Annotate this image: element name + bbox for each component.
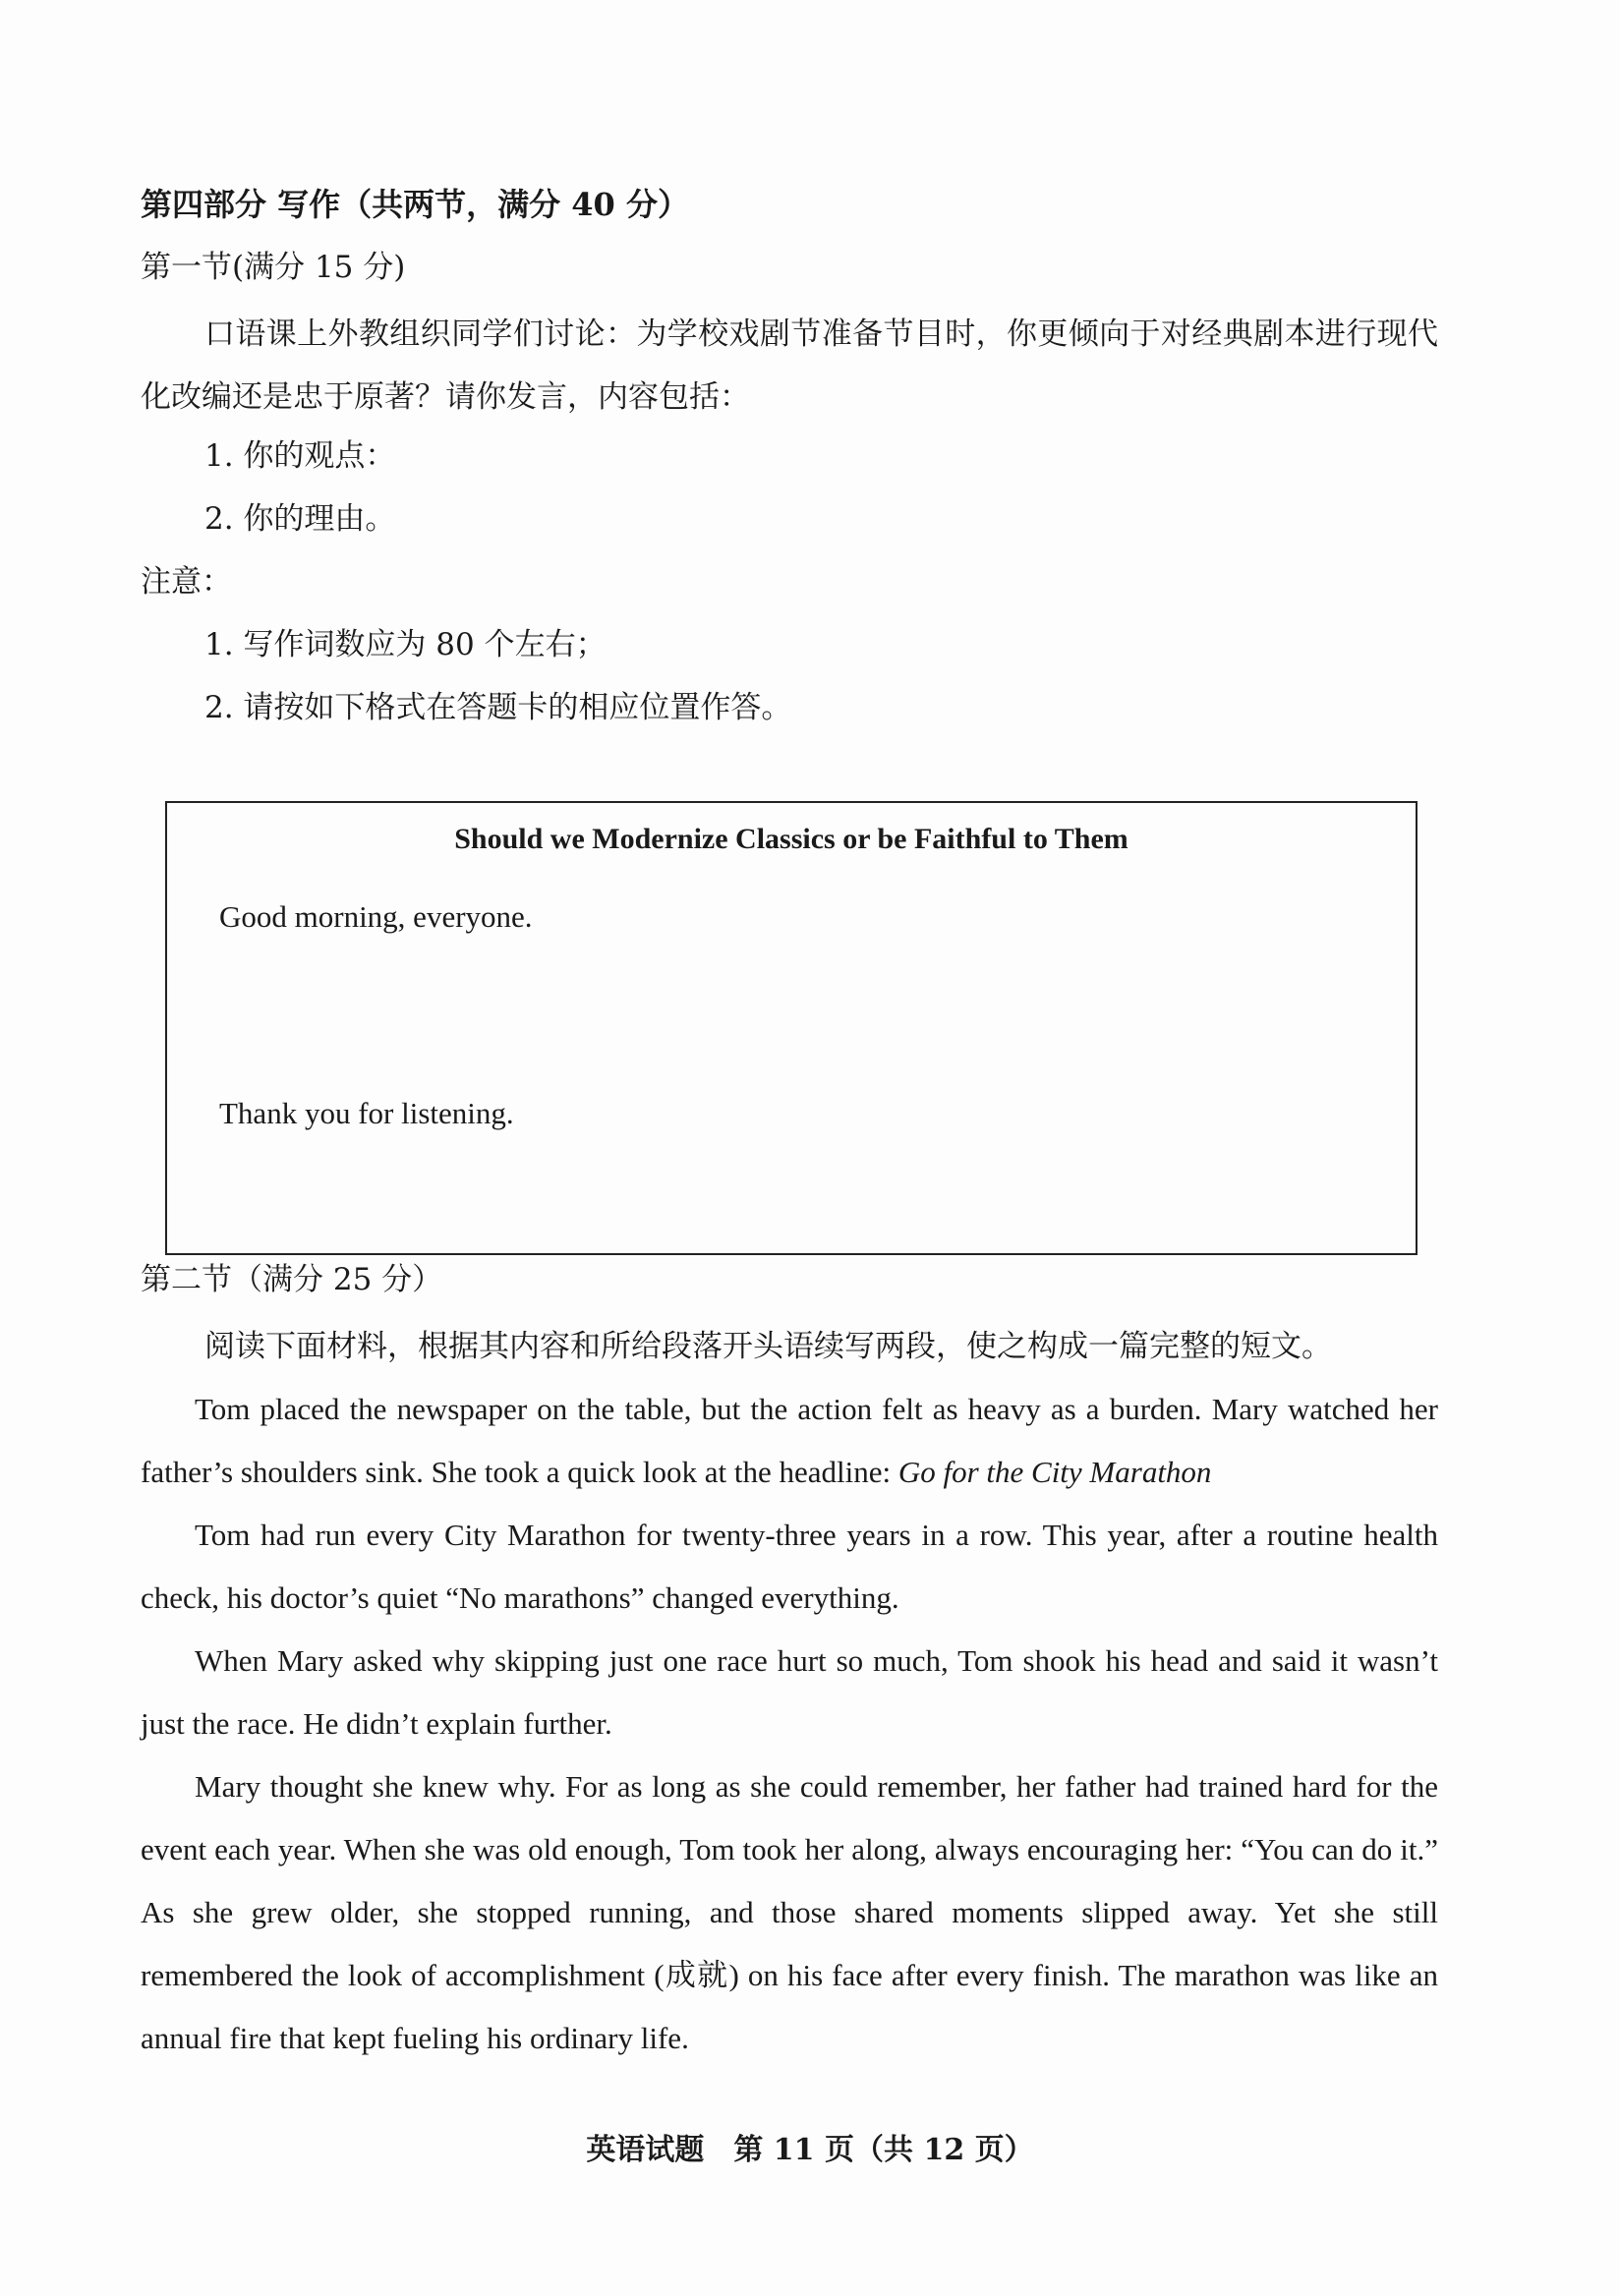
section1-prompt: 口语课上外教组织同学们讨论：为学校戏剧节准备节目时，你更倾向于对经典剧本进行现代化改编还是忠于原著？请你发言，内容包括：: [141, 316, 1438, 415]
part4-heading: 第四部分 写作（共两节，满分 40 分）: [141, 186, 689, 223]
passage-paragraph-1: [141, 1378, 1438, 1504]
passage-paragraph-4: Mary thought she knew why. For as long as she could remember, her father had trained hard for the event each year. When she was old enough, Tom took her along, always encouraging her: “You can do it.” As she grew older, she stopped running, and those shared moments slipped away. Yet she still remembered the look of accomplishment (成就) on his face after every finish. The marathon was like an annual fire that kept fueling his ordinary life.: [141, 1769, 1438, 2055]
note-2: 2. 请按如下格式在答题卡的相应位置作答。: [204, 690, 792, 725]
answer-box-closing: Thank you for listening.: [219, 1096, 514, 1130]
passage-paragraph-1-text: Tom placed the newspaper on the table, but the action felt as heavy as a burden. Mary watched her father’s shoulders sink. She took a quick look at the headline:: [141, 1392, 1438, 1489]
section2-instruction: 阅读下面材料，根据其内容和所给段落开头语续写两段，使之构成一篇完整的短文。: [204, 1329, 1332, 1364]
passage-paragraph-2: Tom had run every City Marathon for twenty-three years in a row. This year, after a routine health check, his doctor’s quiet “No marathons” changed everything.: [141, 1518, 1438, 1615]
newspaper-headline: Go for the City Marathon: [897, 1455, 1212, 1489]
answer-box-opening: Good morning, everyone.: [219, 899, 533, 934]
answer-box-title: Should we Modernize Classics or be Faithful to Them: [454, 823, 1128, 855]
section1-item-2: 2. 你的理由。: [204, 501, 396, 537]
section2-heading: 第二节（满分 25 分）: [141, 1262, 443, 1297]
page-footer: 英语试题 第 11 页（共 12 页）: [586, 2133, 1034, 2167]
notes-label: 注意：: [141, 564, 232, 600]
passage-paragraph-3: When Mary asked why skipping just one race hurt so much, Tom shook his head and said it wasn’t just the race. He didn’t explain further.: [141, 1643, 1438, 1741]
section1-heading: 第一节(满分 15 分): [141, 250, 406, 285]
note-1: 1. 写作词数应为 80 个左右；: [204, 627, 607, 662]
answer-format-box: [165, 801, 1418, 1255]
section1-item-1: 1. 你的观点：: [204, 438, 396, 474]
